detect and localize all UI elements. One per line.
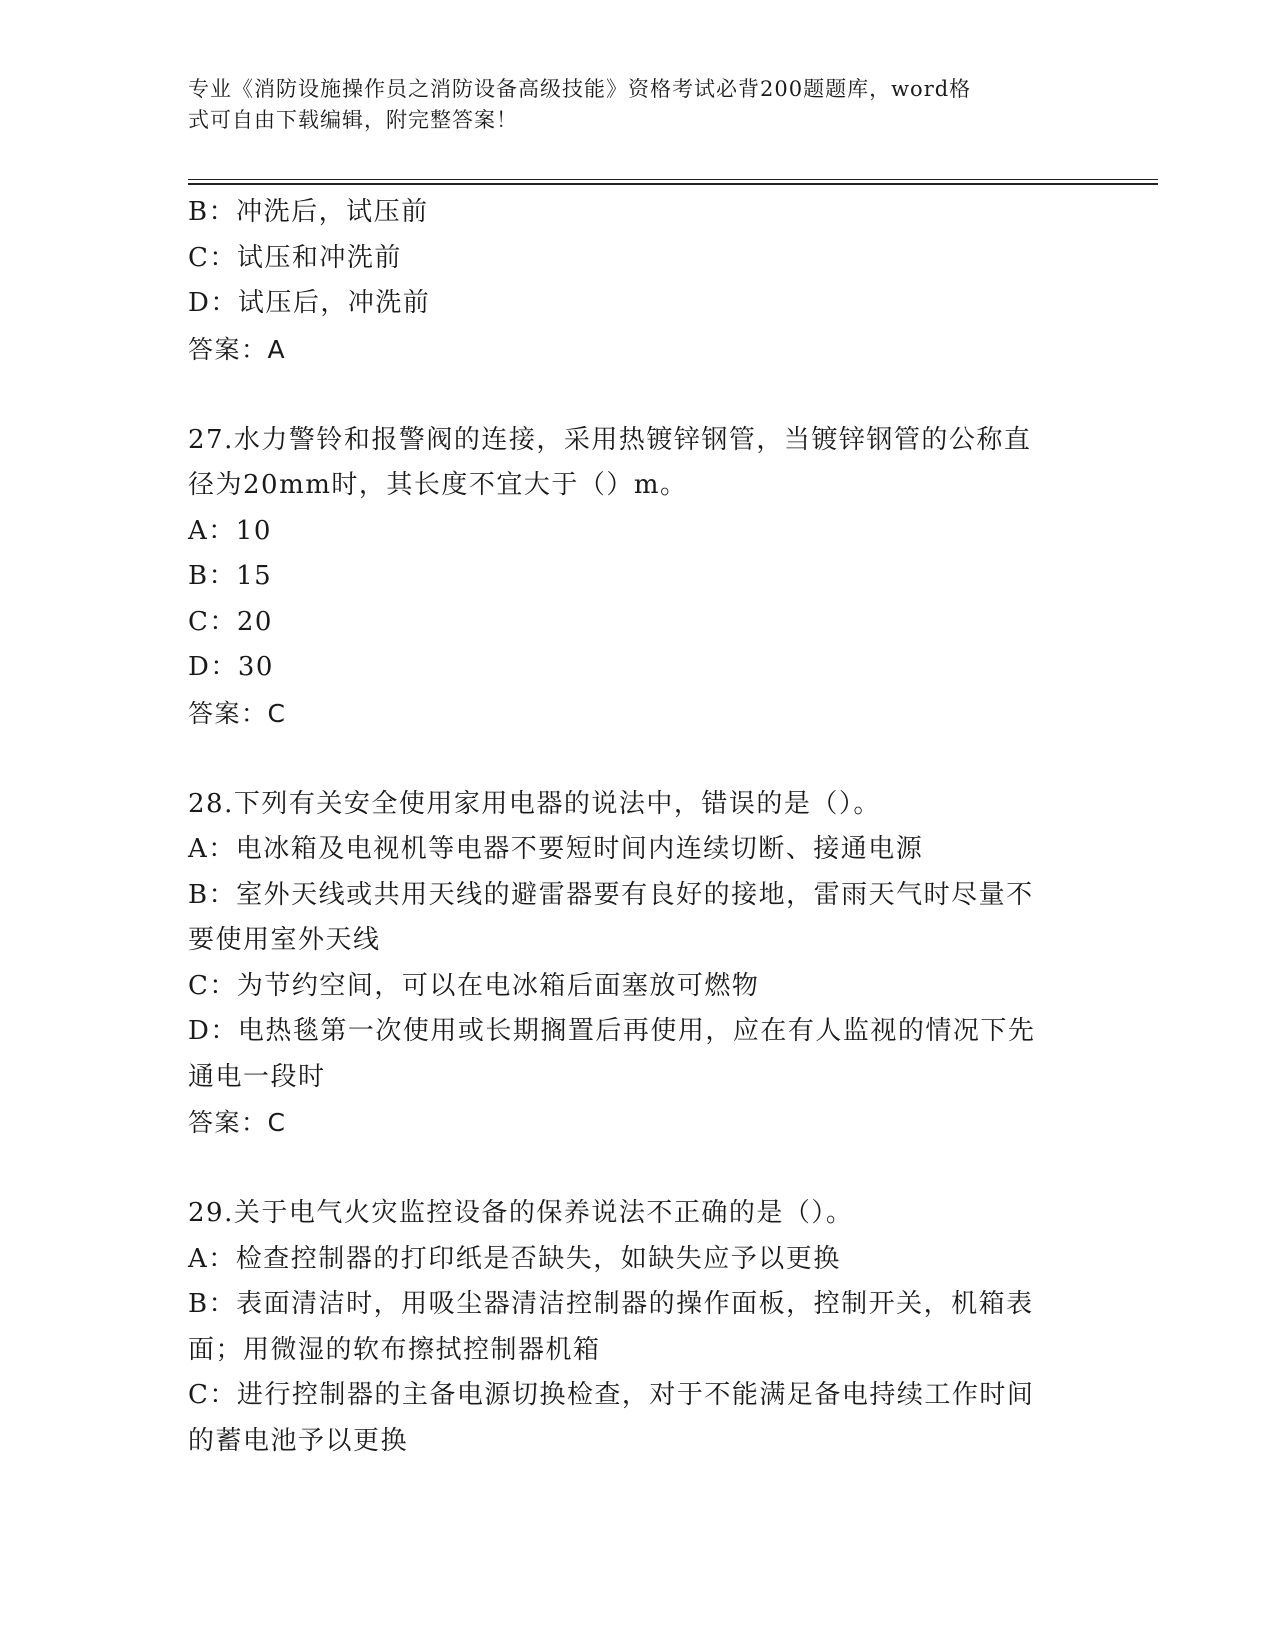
option-b-continued: 面；用微湿的软布擦拭控制器机箱 bbox=[188, 1334, 601, 1365]
option-b: B：冲洗后，试压前 bbox=[188, 197, 429, 227]
option-b: B：室外天线或共用天线的避雷器要有良好的接地，雷雨天气时尽量不 bbox=[188, 879, 1034, 910]
spacer bbox=[188, 1146, 1088, 1192]
option-a: A：检查控制器的打印纸是否缺失，如缺失应予以更换 bbox=[188, 1243, 841, 1274]
option-b-continued: 要使用室外天线 bbox=[188, 925, 381, 955]
question-29 bbox=[188, 1191, 1088, 1464]
option-b: B：表面清洁时，用吸尘器清洁控制器的操作面板，控制开关，机箱表 bbox=[188, 1289, 1034, 1319]
option-b: B：15 bbox=[188, 561, 273, 591]
document-header bbox=[188, 74, 1088, 136]
question-26-continued bbox=[188, 190, 1088, 372]
option-c: C：试压和冲洗前 bbox=[188, 242, 402, 273]
question-stem: 28.下列有关安全使用家用电器的说法中，错误的是（）。 bbox=[188, 788, 881, 819]
option-d: D：30 bbox=[188, 652, 274, 682]
answer: 答案：C bbox=[188, 698, 287, 728]
header-divider-thin bbox=[188, 179, 1158, 180]
spacer bbox=[188, 736, 1088, 782]
question-28 bbox=[188, 782, 1088, 1146]
option-d: D：试压后，冲洗前 bbox=[188, 288, 431, 318]
header-line-2: 式可自由下载编辑，附完整答案！ bbox=[188, 108, 518, 132]
header-line-1: 专业《消防设施操作员之消防设备高级技能》资格考试必背200题题库，word格 bbox=[188, 77, 972, 101]
option-c: C：20 bbox=[188, 606, 273, 637]
option-a: A：电冰箱及电视机等电器不要短时间内连续切断、接通电源 bbox=[188, 834, 924, 864]
question-27 bbox=[188, 418, 1088, 737]
answer: 答案：C bbox=[188, 1108, 287, 1137]
option-d-continued: 通电一段时 bbox=[188, 1061, 326, 1092]
spacer bbox=[188, 372, 1088, 418]
question-stem: 27.水力警铃和报警阀的连接，采用热镀锌钢管，当镀锌钢管的公称直 bbox=[188, 424, 1032, 455]
option-a: A：10 bbox=[188, 515, 272, 546]
question-stem-continued: 径为20mm时，其长度不宜大于（）m。 bbox=[188, 470, 688, 500]
header-divider-thick bbox=[188, 183, 1158, 185]
question-content bbox=[188, 190, 1088, 1464]
option-c: C：为节约空间，可以在电冰箱后面塞放可燃物 bbox=[188, 970, 760, 1001]
answer: 答案：A bbox=[188, 334, 287, 364]
option-d: D：电热毯第一次使用或长期搁置后再使用，应在有人监视的情况下先 bbox=[188, 1016, 1036, 1046]
question-stem: 29.关于电气火灾监控设备的保养说法不正确的是（）。 bbox=[188, 1198, 854, 1228]
option-c: C：进行控制器的主备电源切换检查，对于不能满足备电持续工作时间 bbox=[188, 1380, 1035, 1410]
option-c-continued: 的蓄电池予以更换 bbox=[188, 1425, 409, 1456]
